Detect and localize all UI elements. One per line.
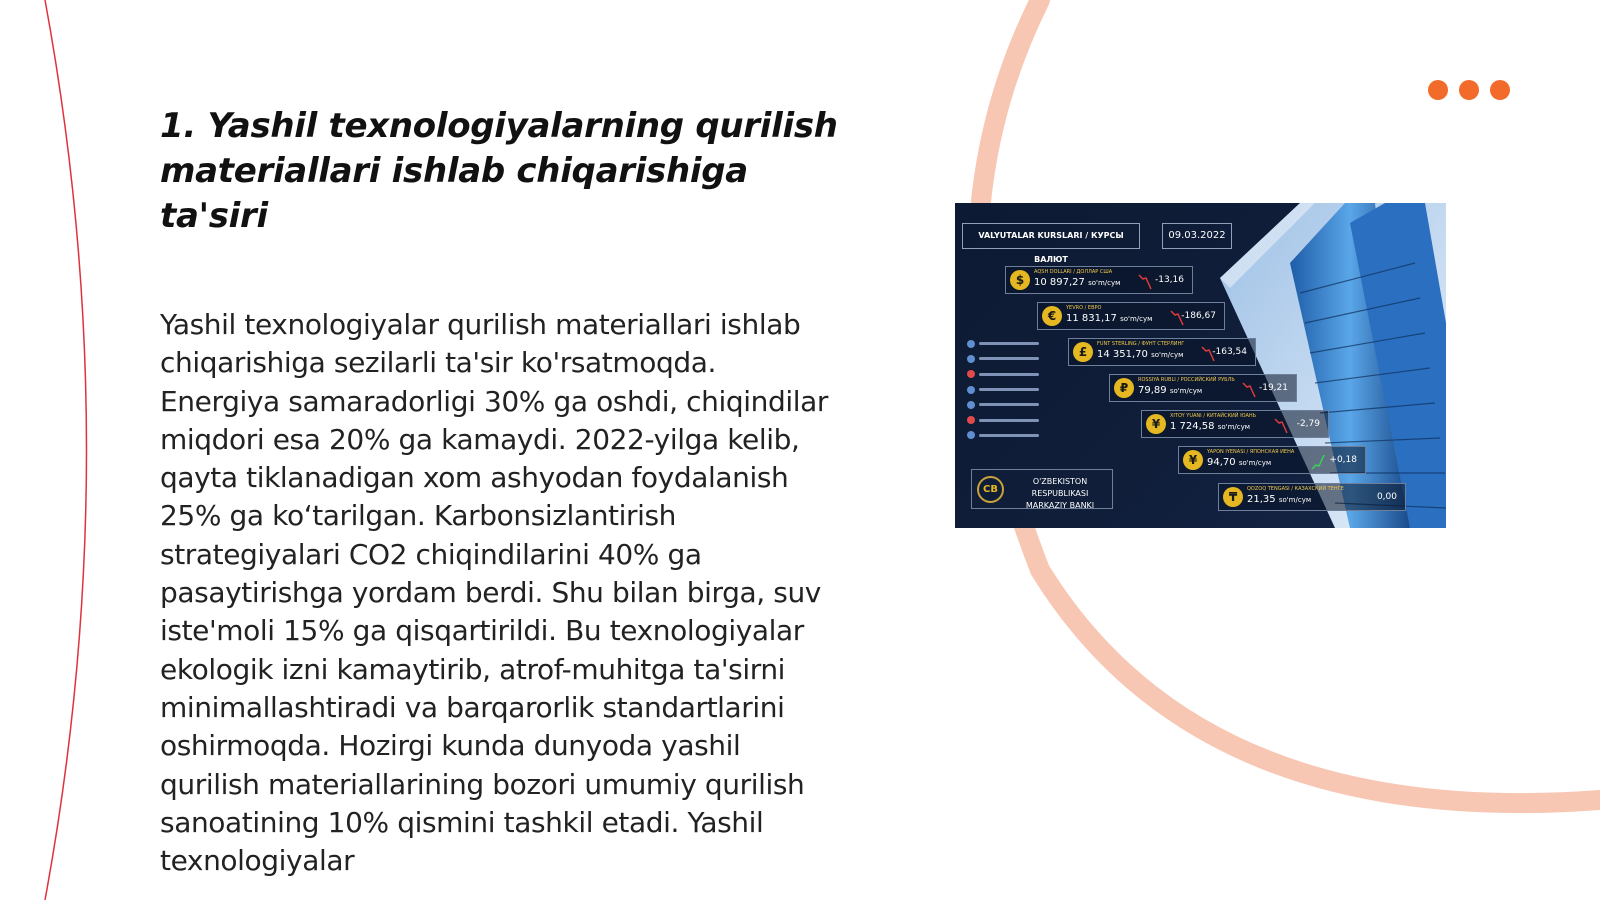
rate-unit: so'm/сум	[1169, 387, 1203, 395]
rate-row	[1068, 338, 1256, 366]
currency-rates-image	[955, 203, 1446, 528]
bank-logo-icon: CB	[977, 476, 1004, 503]
rate-change: -13,16	[1154, 275, 1184, 285]
rate-change: -163,54	[1212, 347, 1247, 357]
rate-change: +0,18	[1329, 455, 1357, 465]
rate-value: 10 897,27	[1034, 277, 1085, 288]
rate-unit: so'm/сум	[1238, 459, 1272, 467]
dot-icon	[1428, 80, 1448, 100]
rate-change: -186,67	[1181, 311, 1216, 321]
social-link	[967, 336, 1039, 351]
dot-icon	[1490, 80, 1510, 100]
social-icon	[967, 355, 975, 363]
social-icon	[967, 370, 975, 378]
rate-value: 94,70	[1207, 457, 1236, 468]
social-link	[967, 382, 1039, 397]
rate-value: 11 831,17	[1066, 313, 1117, 324]
rate-name: YEVRO / ЕВРО	[1066, 305, 1102, 311]
rate-change: -19,21	[1258, 383, 1288, 393]
rate-name: FUNT STERLING / ФУНТ СТЕРЛИНГ	[1097, 341, 1185, 347]
rates-date: 09.03.2022	[1162, 223, 1232, 249]
yen-icon: ¥	[1183, 450, 1203, 470]
social-link	[967, 351, 1039, 366]
bank-name: O'ZBEKISTON RESPUBLIKASI MARKAZIY BANKI	[1025, 477, 1095, 510]
social-icon	[967, 431, 975, 439]
rate-value: 1 724,58	[1170, 421, 1215, 432]
yuan-icon: ¥	[1146, 414, 1166, 434]
social-links	[967, 336, 1039, 443]
social-icon	[967, 416, 975, 424]
tenge-icon: ₸	[1223, 487, 1243, 507]
pound-icon: £	[1073, 342, 1093, 362]
trend-down-icon	[1138, 273, 1152, 291]
trend-up-icon	[1311, 453, 1325, 471]
central-bank-box	[971, 469, 1113, 509]
social-icon	[967, 401, 975, 409]
rate-row	[1037, 302, 1225, 330]
slide-body-text: Yashil texnologiyalar qurilish materiallari ishlab chiqarishiga sezilarli ta'sir ko'rsatmoqda. Energiya samaradorligi 30% ga oshdi, chiqindilar miqdori esa 20% ga kamaydi. 2022-yilga kelib, qayta tiklanadigan xom ashyodan foydalanish 25% ga ko‘tarilgan. Karbonsizlantirish strategiyalari CO2 chiqindilarini 40% ga pasaytirishga yordam berdi. Shu bilan birga, suv iste'moli 15% ga qisqartirildi. Bu texnologiyalar ekologik izni kamaytirib, atrof-muhitga ta'sirni minimallashtiradi va barqarorlik standartlarini oshirmoqda. Hozirgi kunda dunyoda yashil qurilish materiallarining bozori umumiy qurilish sanoatining 10% qismini tashkil etadi. Yashil texnologiyalar	[160, 308, 828, 878]
rate-row	[1218, 483, 1406, 511]
left-curve	[45, 0, 87, 900]
rate-unit: so'm/сум	[1088, 279, 1121, 287]
social-icon	[967, 340, 975, 348]
trend-down-icon	[1274, 417, 1288, 435]
rate-row	[1178, 446, 1366, 474]
rate-name: YAPON IYENASI / ЯПОНСКАЯ ИЕНА	[1207, 449, 1295, 455]
slide-title: 1. Yashil texnologiyalarning qurilish materiallari ishlab chiqarishiga ta'siri	[160, 106, 838, 236]
dollar-icon: $	[1010, 270, 1030, 290]
rate-name: ROSSIYA RUBLI / РОССИЙСКИЙ РУБЛЬ	[1138, 377, 1235, 383]
social-link	[967, 397, 1039, 412]
rate-unit: so'm/сум	[1217, 423, 1251, 431]
rate-value: 14 351,70	[1097, 349, 1148, 360]
ruble-icon: ₽	[1114, 378, 1134, 398]
trend-down-icon	[1242, 381, 1256, 399]
rate-unit: so'm/сум	[1120, 315, 1153, 323]
rate-row	[1141, 410, 1329, 438]
menu-dots[interactable]	[1428, 80, 1510, 100]
rate-value: 79,89	[1138, 385, 1167, 396]
social-link	[967, 428, 1039, 443]
rate-row	[1109, 374, 1297, 402]
rate-unit: so'm/сум	[1278, 496, 1312, 504]
rate-change: -2,79	[1296, 419, 1320, 429]
social-link	[967, 412, 1039, 427]
social-link	[967, 367, 1039, 382]
rate-name: XITOY YUANI / КИТАЙСКИЙ ЮАНЬ	[1170, 413, 1257, 419]
rate-row	[1005, 266, 1193, 294]
rate-value: 21,35	[1247, 494, 1276, 505]
euro-icon: €	[1042, 306, 1062, 326]
social-icon	[967, 386, 975, 394]
rates-header: VALYUTALAR KURSLARI / КУРСЫ ВАЛЮТ	[962, 223, 1140, 249]
dot-icon	[1459, 80, 1479, 100]
rate-name: QOZOQ TENGASI / КАЗАХСКИЙ ТЕНГЕ	[1247, 486, 1344, 492]
rate-unit: so'm/сум	[1151, 351, 1184, 359]
rate-change: 0,00	[1376, 492, 1397, 502]
rate-name: AQSH DOLLARI / ДОЛЛАР США	[1034, 269, 1113, 275]
